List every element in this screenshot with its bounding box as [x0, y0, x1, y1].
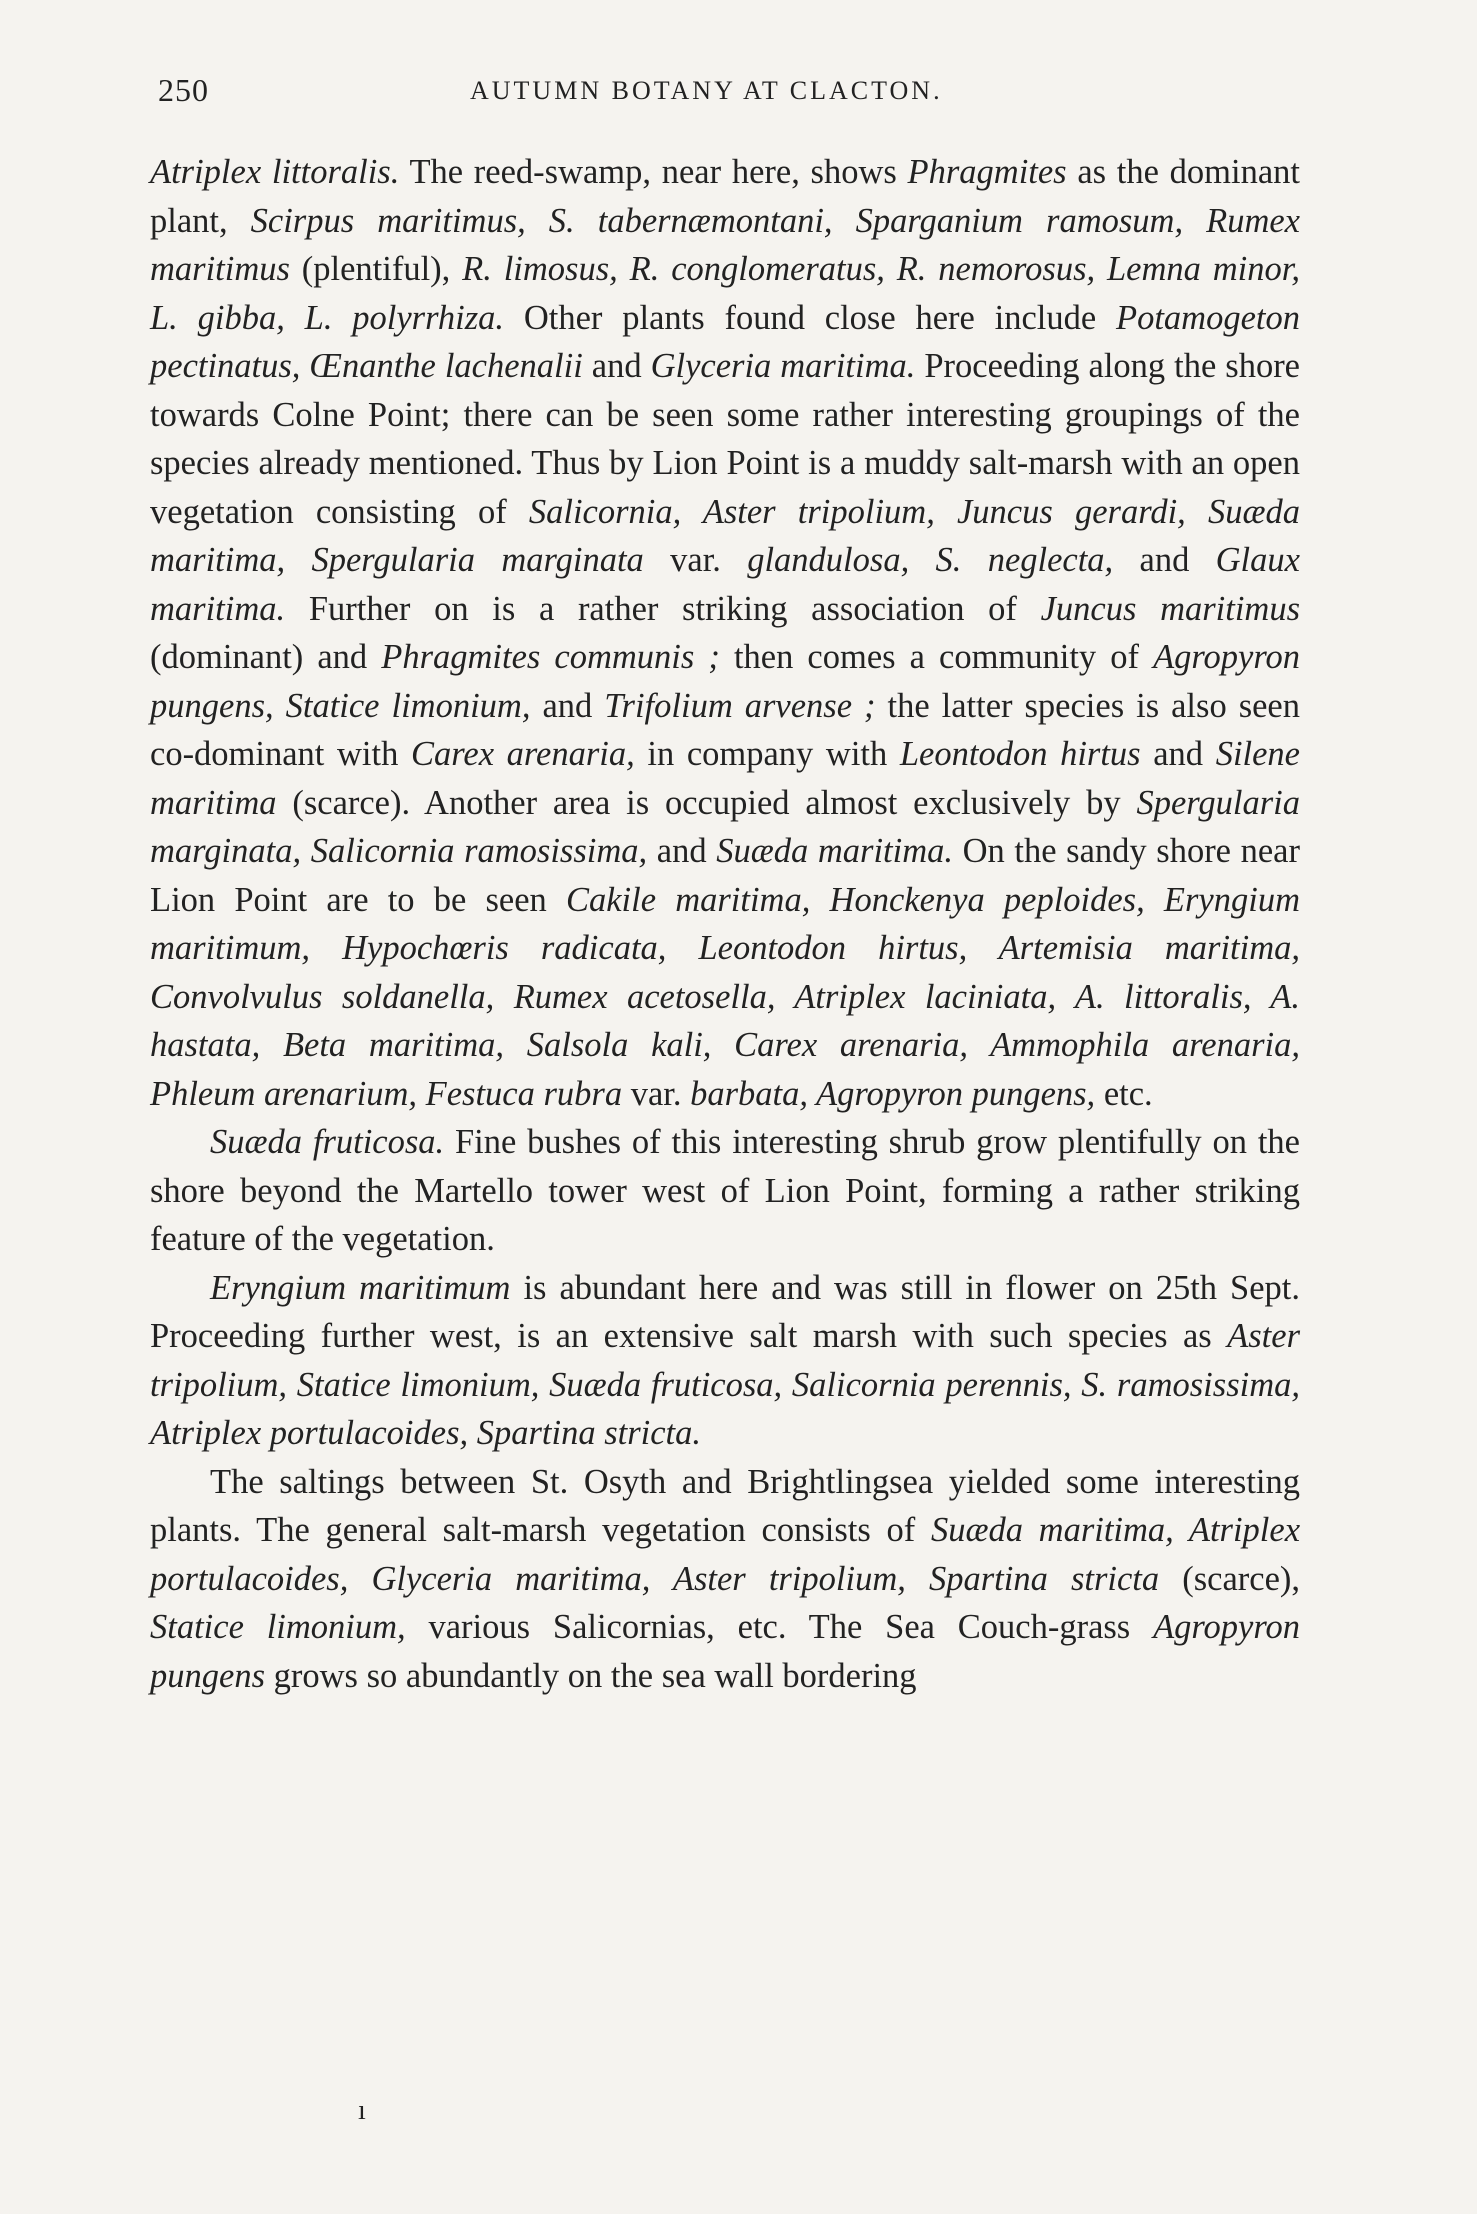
italic-text-run: R. limosus, R. conglomeratus, R. nemorosus, Lemna minor, L. gibba, L. polyrrhiza.	[150, 250, 1300, 337]
italic-text-run: Juncus maritimus	[1040, 589, 1300, 628]
text-run: var.	[622, 1074, 691, 1113]
italic-text-run: Spergularia marginata, Salicornia ramosissima,	[150, 783, 1300, 870]
italic-text-run: Glaux maritima.	[150, 541, 1300, 628]
paragraph	[150, 148, 1300, 1118]
text-run: various Salicornias, etc. The Sea Couch-grass	[405, 1608, 1154, 1646]
italic-text-run: Scirpus maritimus, S. tabernæmontani, Sparganium ramosum, Rumex maritimus	[150, 201, 1300, 288]
text-run: Fine bushes of this interesting shrub grow plentifully on the shore beyond the Martello tower west of Lion Point, forming a rather striking feature of the vegetation.	[150, 1123, 1300, 1258]
italic-text-run: Statice limonium,	[150, 1608, 406, 1646]
text-run: the latter species is also seen co-dominant with	[150, 686, 1300, 773]
italic-text-run: Salicornia, Aster tripolium, Juncus gerardi, Suæda maritima, Spergularia marginata	[150, 492, 1300, 579]
text-run: (dominant) and	[150, 638, 382, 676]
text-run: and	[1140, 735, 1216, 773]
running-head: AUTUMN BOTANY AT CLACTON.	[470, 76, 943, 105]
italic-text-run: Agropyron pungens, Statice limonium,	[150, 638, 1301, 725]
text-run: On the sandy shore near Lion Point are to be seen	[150, 832, 1300, 919]
text-run: Proceeding along the shore towards Colne Point; there can be seen some rather interesting groupings of the species already mentioned. Thus by Lion Point is a muddy salt-marsh with an open vegetation consisting of	[150, 347, 1300, 531]
italic-text-run: Phragmites communis ;	[381, 638, 720, 676]
text-run: is abundant here and was still in flower on 25th Sept. Proceeding further west, is an extensive salt marsh with such species as	[150, 1268, 1300, 1355]
italic-text-run: Agropyron pungens	[150, 1608, 1300, 1695]
text-run: etc.	[1095, 1074, 1153, 1113]
italic-text-run: Atriplex littoralis.	[150, 153, 400, 191]
text-run: grows so abundantly on the sea wall bordering	[265, 1656, 917, 1695]
text-run: The reed-swamp, near here, shows	[399, 153, 908, 191]
italic-text-run: barbata, Agropyron pungens,	[690, 1074, 1096, 1113]
text-run: Further on is a rather striking association of	[285, 589, 1041, 628]
italic-text-run: Silene maritima	[150, 735, 1300, 822]
page-header	[150, 72, 1300, 112]
italic-text-run: Phragmites	[907, 153, 1067, 191]
text-run: (plentiful),	[289, 250, 463, 288]
text-run: and	[530, 686, 605, 725]
text-run: then comes a community of	[719, 638, 1154, 676]
text-run: and	[647, 832, 717, 870]
paragraph	[150, 1458, 1300, 1701]
italic-text-run: Suæda maritima.	[716, 832, 953, 870]
text-run: var.	[643, 541, 748, 579]
italic-text-run: Suæda fruticosa.	[210, 1123, 445, 1161]
text-run: in company with	[634, 735, 900, 773]
italic-text-run: Leontodon hirtus	[899, 735, 1141, 773]
body-text	[150, 148, 1300, 1700]
page-number: 250	[158, 72, 209, 108]
italic-text-run: Aster tripolium, Statice limonium, Suæda fruticosa, Salicornia perennis, S. ramosissima, Atriplex portulacoides, Spartina stricta.	[150, 1317, 1300, 1452]
text-run: (scarce). Another area is occupied almost exclusively by	[276, 783, 1137, 822]
text-run: (scarce),	[1159, 1559, 1301, 1598]
italic-text-run: Eryngium maritimum	[210, 1268, 511, 1307]
text-run: and	[582, 347, 651, 385]
italic-text-run: Glyceria maritima.	[650, 347, 916, 385]
text-run: as the dominant plant,	[150, 153, 1300, 240]
text-run: The saltings between St. Osyth and Brightlingsea yielded some interesting plants. The general salt-marsh vegetation consists of	[150, 1462, 1300, 1549]
paragraph	[150, 1264, 1300, 1458]
text-run: Other plants found close here include	[504, 298, 1117, 337]
italic-text-run: Potamogeton pectinatus, Œnanthe lachenalii	[150, 298, 1300, 385]
footer-mark: ı	[358, 2095, 366, 2126]
italic-text-run: Suæda maritima, Atriplex portulacoides, Glyceria maritima, Aster tripolium, Spartina stricta	[150, 1511, 1301, 1598]
italic-text-run: Carex arenaria,	[410, 735, 635, 773]
paragraph	[150, 1118, 1300, 1264]
italic-text-run: glandulosa, S. neglecta,	[747, 541, 1114, 579]
italic-text-run: Cakile maritima, Honckenya peploides, Eryngium maritimum, Hypochœris radicata, Leontodon hirtus, Artemisia maritima, Convolvulus soldanella, Rumex acetosella, Atriplex laciniata, A. littoralis, A. hastata, Beta maritima, Salsola kali, Carex arenaria, Ammophila arenaria, Phleum arenarium, Festuca rubra	[150, 880, 1300, 1113]
text-run: and	[1113, 541, 1216, 579]
italic-text-run: Trifolium arvense ;	[604, 686, 876, 725]
